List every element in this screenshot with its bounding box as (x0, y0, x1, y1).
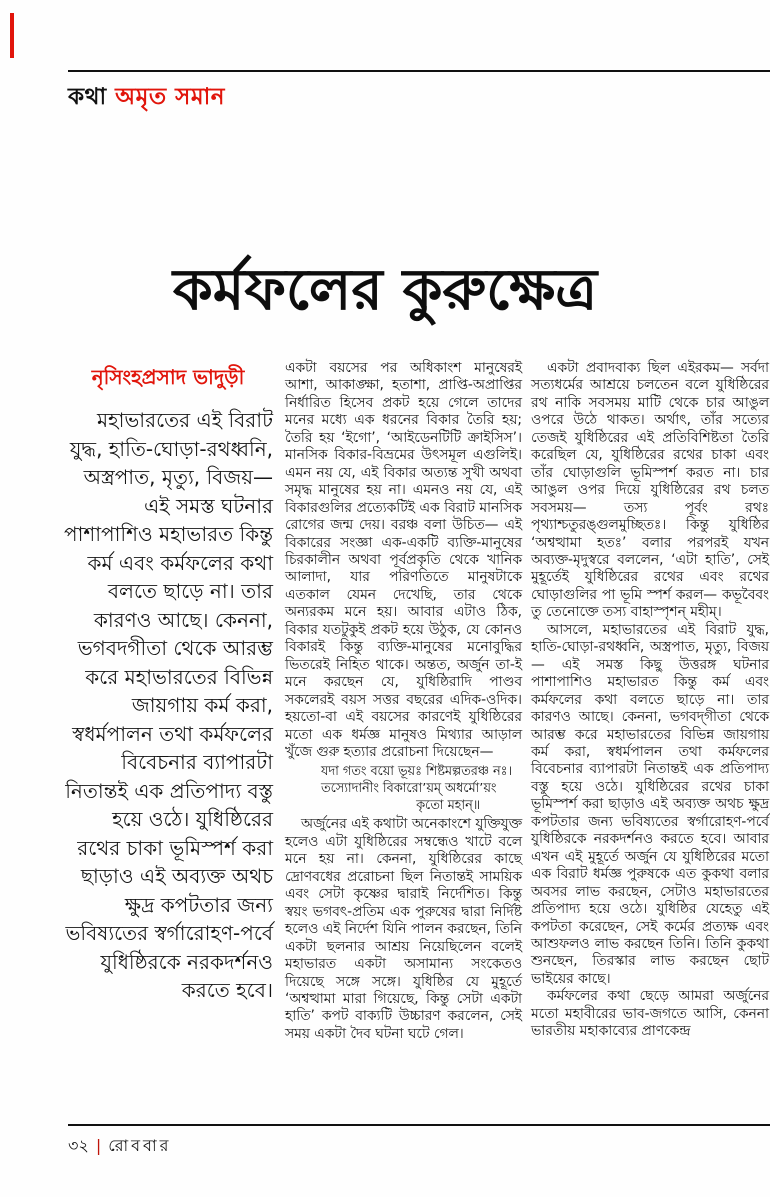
page-footer (68, 1133, 171, 1160)
verse-line-3: কৃতো মহান্॥ (416, 798, 480, 814)
article-headline: কর্মফলের কুরুক্ষেত্র (172, 256, 598, 323)
section-kicker (68, 78, 225, 117)
intro-column (63, 363, 273, 1005)
magazine-name: রোববার (108, 1136, 172, 1155)
body-paragraph: একটা প্রবাদবাক্য ছিল এইরকম— সর্বদা সত্যধর্মের আশ্রয়ে চলতেন বলে যুধিষ্ঠিরের রথ নাকি সবসময় মাটি থেকে চার আঙুল ওপরে উঠে থাকত। অর্থাৎ, তাঁর সত্যের তেজই যুধিষ্ঠিরের এই প্রতিবিশিষ্টতা তৈরি করেছিল যে, যুধিষ্ঠিরের রথের চাকা এবং তাঁর ঘোড়াগুলি ভূমিস্পর্শ করত না। চার আঙুল ওপর দিয়ে যুধিষ্ঠিরের রথ চলত সবসময়— তস্য পূর্বং রথঃ পৃথ্যাশ্চতুরঙ্গুলমুচ্ছিতঃ। কিন্তু যুধিষ্ঠির ‘অশ্বত্থামা হতঃ’ বলার পরপরই যখন অব্যক্ত-মৃদুস্বরে বললেন, ‘এটা হাতি’, সেই মুহূর্তেই যুধিষ্ঠিরের রথের এবং রথের ঘোড়াগুলির পা ভূমি স্পর্শ করল— কভূবৈবং তু তেনোক্তে তস্য বাহাস্পৃশন্ মহীম্। (531, 360, 769, 621)
verse-line-2: তস্যোদানীং বিকারো’য়ম্ অধর্মো’য়ং (321, 781, 497, 797)
footer-rule (68, 1124, 770, 1126)
header-rule (68, 70, 770, 72)
intro-standfirst-text: মহাভারতের এই বিরাট যুদ্ধ, হাতি-ঘোড়া-রথধ্বনি, অস্ত্রপাত, মৃত্যু, বিজয়— এই সমস্ত ঘটনার পাশাপাশিও মহাভারত কিন্তু কর্ম এবং কর্মফলের কথা বলতে ছাড়ে না। তার কারণও আছে। কেননা, ভগবদগীতা থেকে আরম্ভ করে মহাভারতের বিভিন্ন জায়গায় কর্ম করা, স্বধর্মপালন তথা কর্মফলের বিবেচনার ব্যাপারটা নিতান্তই এক প্রতিপাদ্য বস্তু হয়ে ওঠে। যুধিষ্ঠিরের রথের চাকা ভূমিস্পর্শ করা ছাড়াও এই অব্যক্ত অথচ ক্ষুদ্র কপটতার জন্য ভবিষ্যতের স্বর্গারোহণ-পর্বে যুধিষ্ঠিরকে নরকদর্শনও করতে হবে। (64, 408, 273, 1002)
body-column-right (531, 360, 769, 1041)
body-column-middle (285, 360, 522, 1043)
page-number: ৩২ (68, 1136, 89, 1155)
body-paragraph: আসলে, মহাভারতের এই বিরাট যুদ্ধ, হাতি-ঘোড়া-রথধ্বনি, অস্ত্রপাত, মৃত্যু, বিজয়— এই সমস্ত কিছু উত্তরঙ্গ ঘটনার পাশাপাশিও মহাভারত কিন্তু কর্ম এবং কর্মফলের কথা বলতে ছাড়ে না। তার কারণও আছে। কেননা, ভগবদ্‌গীতা থেকে আরম্ভ করে মহাভারতের বিভিন্ন জায়গায় কর্ম করা, স্বধর্মপালন তথা কর্মফলের বিবেচনার ব্যাপারটা নিতান্তই এক প্রতিপাদ্য বস্তু হয়ে ওঠে। যুধিষ্ঠিরের রথের চাকা ভূমিস্পর্শ করা ছাড়াও এই অব্যক্ত অথচ ক্ষুদ্র কপটতার জন্য ভবিষ্যতের স্বর্গারোহণ-পর্বে যুধিষ্ঠিরকে নরকদর্শনও করতে হবে। আবার এখন এই মুহূর্তে অর্জুন যে যুধিষ্ঠিরের মতো এক বিরাট ধর্মজ্ঞ পুরুষকে এত কুকথা বলার অবসর লাভ করছেন, সেটাও মহাভারতের প্রতিপাদ্য হয়ে ওঠে। যুধিষ্ঠির যেহেতু এই কপটতা করেছেন, সেই কর্মের প্রত্যক্ষ এবং আশুফলও লাভ করছেন তিনি। তিনি কুকথা শুনছেন, তিরস্কার লাভ করছেন ছোট ভাইয়ের কাছে। (531, 621, 769, 987)
body-paragraph: কর্মফলের কথা ছেড়ে আমরা অর্জুনের মতো মহাবীরের ভাব-জগতে আসি, কেননা ভারতীয় মহাকাব্যের প্রাণকেন্দ্র (531, 988, 769, 1040)
author-byline: নৃসিংহপ্রসাদ ভাদুড়ী (91, 365, 245, 389)
verse-line-1: যদা গতং বয়ো ভূয়ঃ শিষ্টমল্পতরঞ্চ নঃ। (321, 764, 513, 780)
footer-separator: | (95, 1136, 102, 1155)
body-paragraph: অর্জুনের এই কথাটা অনেকাংশে যুক্তিযুক্ত হলেও এটা যুধিষ্ঠিরের সম্বন্ধেও খাটে বলে মনে হয় না। কেননা, যুধিষ্ঠিরের কাছে দ্রোণবধের প্ররোচনা ছিল নিতান্তই সাময়িক এবং সেটা কৃষ্ণের দ্বারাই নির্দেশিত। কিন্তু স্বয়ং ভগবৎ-প্রতিম এক পুরুষের দ্বারা নির্দিষ্ট হলেও এই নির্দেশ যিনি পালন করছেন, তিনি একটা ছলনার আশ্রয় নিয়েছিলেন বলেই মহাভারত একটা অসামান্য সংকেতও দিয়েছে সঙ্গে সঙ্গে। যুধিষ্ঠির যে মুহূর্তে ‘অশ্বত্থামা মারা গিয়েছে, কিন্তু সেটা একটা হাতি’ কপট বাক্যটি উচ্চারণ করলেন, সেই সময় একটা দৈব ঘটনা ঘটে গেল। (285, 816, 522, 1042)
sanskrit-verse (321, 763, 522, 814)
body-paragraph: একটা বয়সের পর অধিকাংশ মানুষেরই আশা, আকাঙ্ক্ষা, হতাশা, প্রাপ্তি-অপ্রাপ্তির নির্ধারিত হিসেব প্রকট হয়ে গেলে তাদের মনের মধ্যে এক ধরনের বিকার তৈরি হয়; তৈরি হয় ‘ইগো’, ‘আইডেনটিটি ক্রাইসিস’। মানসিক বিকার-বিভ্রমের উৎসমূল এগুলিই। এমন নয় যে, এই বিকার অত্যন্ত সুখী অথবা সমৃদ্ধ মানুষের হয় না। এমনও নয় যে, এই বিকারগুলির প্রত্যেকটিই এক বিরাট মানসিক রোগের জন্ম দেয়। বরঞ্চ বলা উচিত— এই বিকারের সংজ্ঞা এক-একটি ব্যক্তি-মানুষের চিরকালীন অথবা পূর্বপ্রকৃতি থেকে খানিক আলাদা, যার পরিণতিতে মানুষটাকে এতকাল যেমন দেখেছি, তার থেকে অন্যরকম মনে হয়। আবার এটাও ঠিক, বিকার যতটুকুই প্রকট হয়ে উঠুক, যে কোনও বিকারই কিন্তু ব্যক্তি-মানুষের মনোবুদ্ধির ভিতরেই নিহিত থাকে। অন্তত, অর্জুন তা-ই মনে করছেন যে, যুধিষ্ঠিরাদি পাণ্ডব সকলেরই বয়স সত্তর বছরের এদিক-ওদিক। হয়তো-বা এই বয়সের কারণেই যুধিষ্ঠিরের মতো এক ধর্মজ্ঞ মানুষও মিথ্যার আড়াল খুঁজে গুরু হত্যার প্ররোচনা দিয়েছেন— (285, 360, 522, 760)
corner-red-tick (10, 13, 14, 58)
kicker-text-black: কথা (68, 84, 116, 110)
kicker-text-red: অমৃত সমান (115, 84, 225, 110)
